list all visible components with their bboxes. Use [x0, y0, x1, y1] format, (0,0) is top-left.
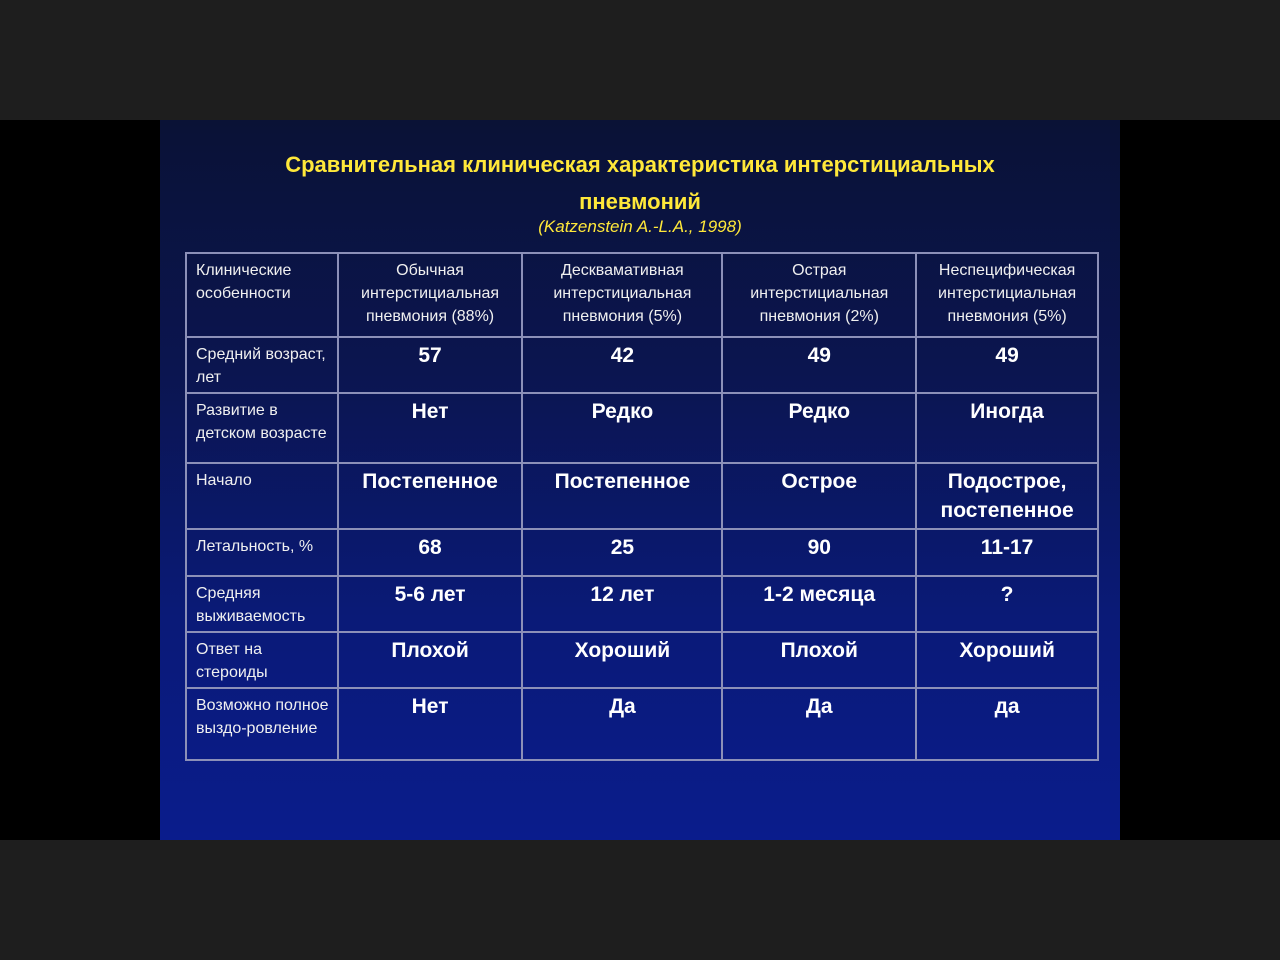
header-cell-dip: Десквамативная интерстициальная пневмония (5%) [522, 253, 722, 337]
table-cell: 49 [916, 337, 1098, 393]
row-label: Начало [186, 463, 338, 529]
comparison-table [185, 252, 1099, 761]
header-cell-aip: Острая интерстициальная пневмония (2%) [722, 253, 916, 337]
table-header-row [186, 253, 1098, 337]
table-cell: Плохой [338, 632, 523, 688]
table-cell: Редко [722, 393, 916, 463]
table-row [186, 688, 1098, 760]
left-pillarbox-bar [0, 120, 160, 840]
table-cell: Нет [338, 393, 523, 463]
table-cell: 49 [722, 337, 916, 393]
row-label: Летальность, % [186, 529, 338, 576]
table-cell: Постепенное [338, 463, 523, 529]
table-cell: Острое [722, 463, 916, 529]
row-label: Возможно полное выздо-ровление [186, 688, 338, 760]
slide-subtitle-citation: (Katzenstein A.-L.A., 1998) [538, 217, 742, 236]
slide-title [160, 146, 1120, 220]
row-label: Ответ на стероиды [186, 632, 338, 688]
table-cell: 11-17 [916, 529, 1098, 576]
bottom-letterbox-bar [0, 840, 1280, 960]
table-row [186, 337, 1098, 393]
header-cell-features: Клинические особенности [186, 253, 338, 337]
table-cell: Плохой [722, 632, 916, 688]
row-label: Развитие в детском возрасте [186, 393, 338, 463]
table-cell: 25 [522, 529, 722, 576]
table-cell: 90 [722, 529, 916, 576]
table-cell: 12 лет [522, 576, 722, 632]
table-row [186, 576, 1098, 632]
slide-title-line-1: Сравнительная клиническая характеристика интерстициальных [285, 152, 995, 177]
table-cell: Нет [338, 688, 523, 760]
table-cell: Иногда [916, 393, 1098, 463]
table-row [186, 529, 1098, 576]
top-letterbox-bar [0, 0, 1280, 120]
right-pillarbox-bar [1120, 120, 1280, 840]
table-cell: Редко [522, 393, 722, 463]
table-cell: 57 [338, 337, 523, 393]
header-cell-nsip: Неспецифическая интерстициальная пневмония (5%) [916, 253, 1098, 337]
table-row [186, 632, 1098, 688]
header-cell-uip: Обычная интерстициальная пневмония (88%) [338, 253, 523, 337]
table-cell: Подострое, постепенное [916, 463, 1098, 529]
presentation-slide [160, 120, 1120, 840]
table-cell: 1-2 месяца [722, 576, 916, 632]
table-cell: Хороший [522, 632, 722, 688]
table-row [186, 393, 1098, 463]
row-label: Средняя выживаемость [186, 576, 338, 632]
slide-title-line-2: пневмоний [579, 189, 701, 214]
table-cell: да [916, 688, 1098, 760]
table-cell: Да [522, 688, 722, 760]
table-cell: Да [722, 688, 916, 760]
table-cell: Хороший [916, 632, 1098, 688]
table-cell: 5-6 лет [338, 576, 523, 632]
row-label: Средний возраст, лет [186, 337, 338, 393]
table-cell: ? [916, 576, 1098, 632]
table-row [186, 463, 1098, 529]
table-cell: 68 [338, 529, 523, 576]
table-cell: Постепенное [522, 463, 722, 529]
table-cell: 42 [522, 337, 722, 393]
